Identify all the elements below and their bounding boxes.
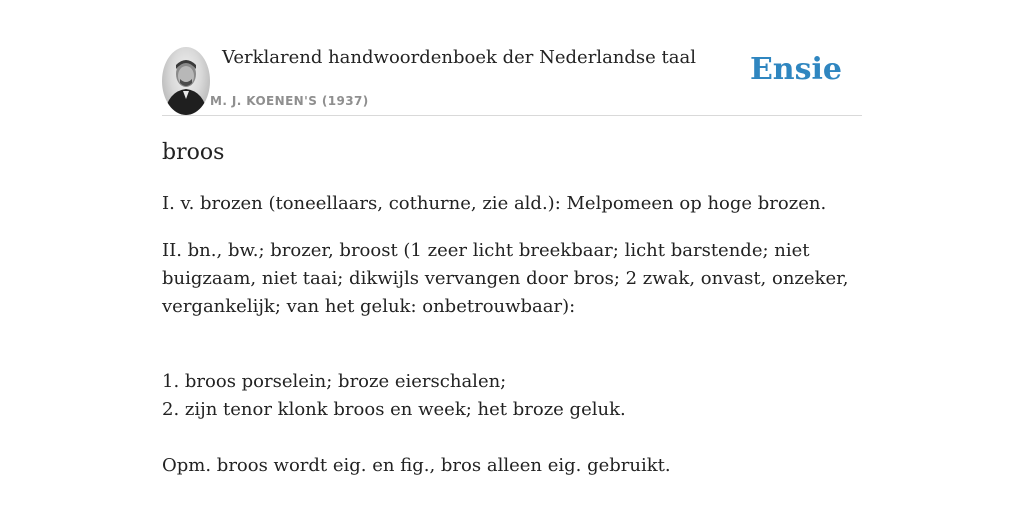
example-item: 1. broos porselein; broze eierschalen; <box>162 371 507 392</box>
spacer <box>162 340 862 368</box>
entry-sense-1: I. v. brozen (toneellaars, cothurne, zie ald.): Melpomeen op hoge brozen. <box>162 193 827 214</box>
entry-headword: broos <box>162 140 225 165</box>
entry-content <box>162 138 862 499</box>
book-title: Verklarend handwoordenboek der Nederlandse taal <box>222 47 696 68</box>
author-portrait-icon <box>162 47 210 115</box>
dictionary-header <box>162 44 862 116</box>
entry-note: Opm. broos wordt eig. en fig., bros alleen eig. gebruikt. <box>162 455 671 476</box>
example-item: 2. zijn tenor klonk broos en week; het broze geluk. <box>162 399 626 420</box>
entry-examples <box>162 368 862 424</box>
entry-sense-2: II. bn., bw.; brozer, broost (1 zeer licht breekbaar; licht barstende; niet buigzaam, niet taai; dikwijls vervangen door bros; 2 zwak, onvast, onzeker, vergankelijk; van het geluk: onbetrouwbaar): <box>162 240 849 317</box>
book-subtitle: M. J. KOENEN'S (1937) <box>210 94 369 108</box>
brand-logo-link[interactable]: Ensie <box>749 52 842 87</box>
